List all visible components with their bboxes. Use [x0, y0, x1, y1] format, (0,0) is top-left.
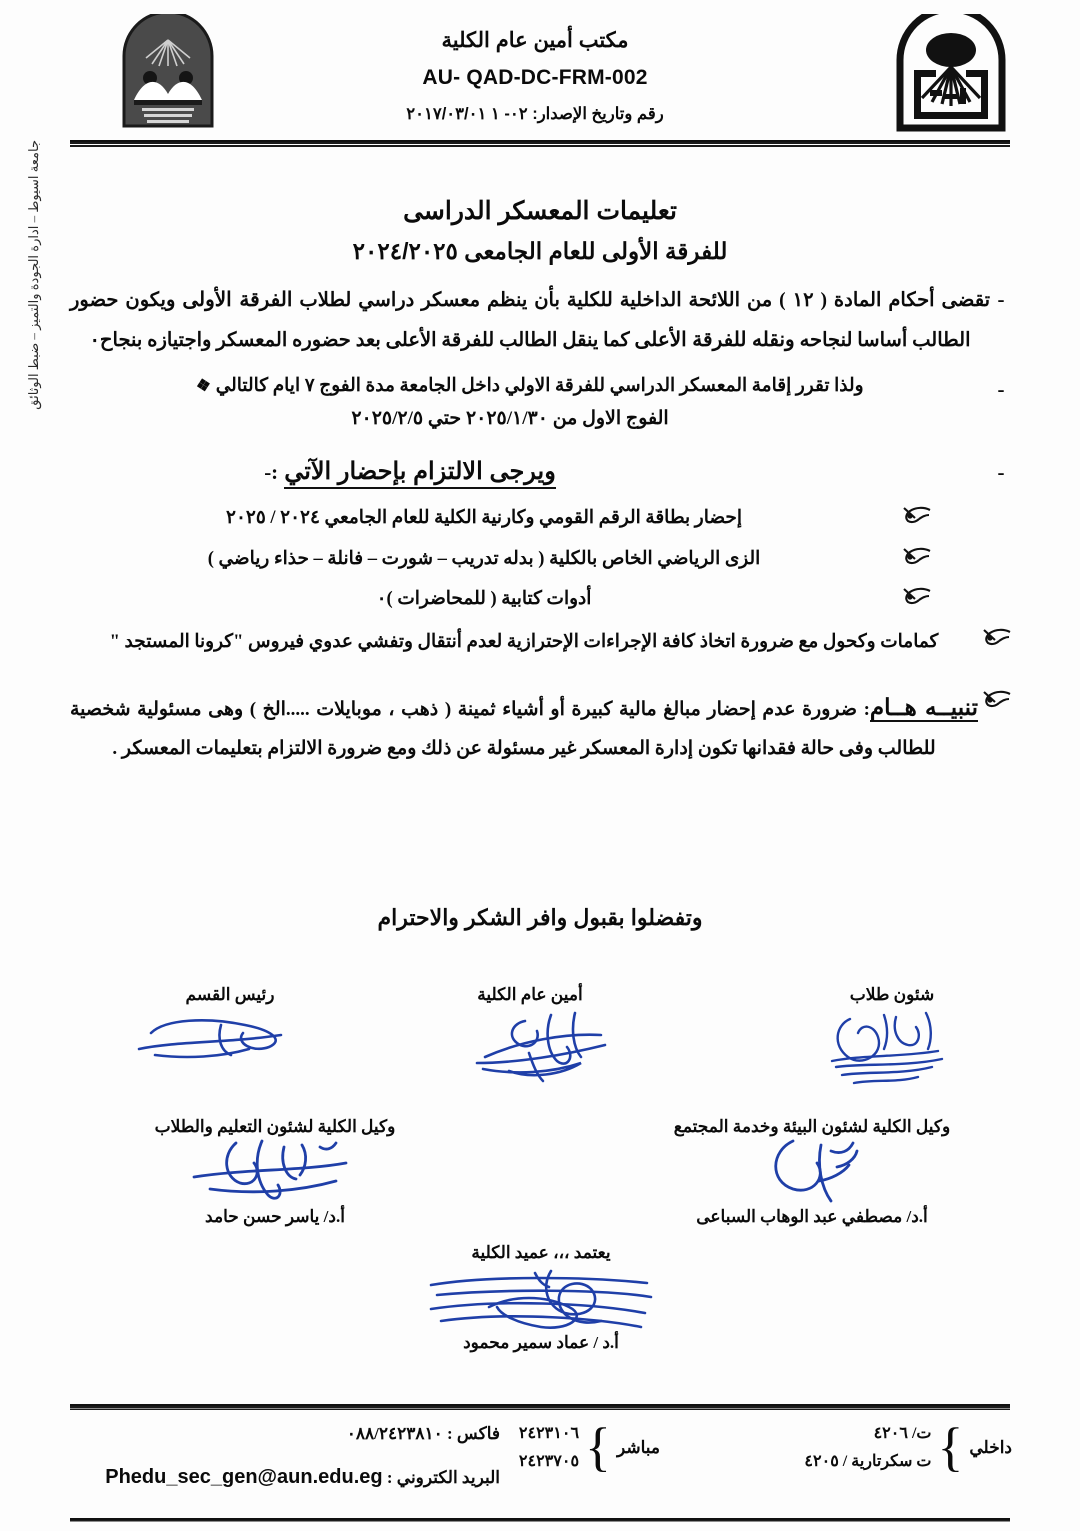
footer-divider-bottom: [70, 1518, 1010, 1522]
office-title: مكتب أمين عام الكلية: [441, 29, 629, 52]
document-footer: [70, 1418, 1012, 1514]
brace-icon: }: [585, 1417, 611, 1478]
signature-secretary-general: [410, 985, 650, 1075]
page-subtitle: للفرقة الأولى للعام الجامعى ٢٠٢٤/٢٠٢٥: [352, 238, 728, 264]
list-item: [70, 583, 1012, 615]
p1-part-c: ويكون حضور الطالب أساسا لنجاحه: [70, 290, 971, 351]
signature-name: أ.د / عماد سمير محمود: [463, 1333, 619, 1352]
p1-part-e: كما ينقل الطالب للفرقة الأعلى بعد حضوره المعسكر واجتيازه بنجاح٠: [89, 330, 635, 351]
handwritten-signature: [410, 1005, 650, 1075]
fax-row: [70, 1424, 500, 1444]
p1-part-a: تقضى أحكام المادة ( ١٢ ) من اللائحة الداخلية للكلية بأن ينظم معسكر دراسي لطلاب: [292, 290, 990, 311]
email-label: البريد الكتروني :: [386, 1468, 500, 1487]
requirements-colon: :-: [264, 459, 279, 484]
list-item-label: الزى الرياضي الخاص بالكلية ( بدله تدريب – شورت – فانلة – حذاء رياضي ): [207, 548, 761, 569]
important-warning: [70, 684, 1012, 768]
requirements-heading: ويرجى الالتزام بإحضار الآتي: [284, 458, 556, 489]
footer-contact: [70, 1424, 500, 1511]
document-body: [70, 280, 1012, 768]
signature-label: شئون طلاب: [849, 985, 935, 1004]
list-item-label: كمامات وكحول مع ضرورة اتخاذ كافة الإجراءات الإحترازية لعدم أنتقال وتفشي عدوي فيروس "كرونا المستجد ": [109, 631, 939, 652]
signature-vice-dean-environment: [612, 1117, 1012, 1227]
form-code: AU- QAD-DC-FRM-002: [422, 66, 648, 89]
p2-part-c: داخل الجامعة مدة الفوج ٧ ايام كالتالي: [215, 376, 505, 396]
handwritten-signature: [371, 1263, 711, 1333]
paragraph-2-text: [70, 370, 990, 437]
side-margin-note: جامعة اسيوط – ادارة الجودة والتميز – ضبط الوثائق: [26, 140, 41, 410]
signature-vice-dean-education: [80, 1117, 470, 1227]
signature-label: وكيل الكلية لشئون البيئة وخدمة المجتمع: [673, 1117, 951, 1136]
signature-dean: [371, 1243, 711, 1353]
fax-label: فاكس :: [447, 1424, 500, 1443]
signature-head-of-department: [110, 985, 350, 1075]
list-item-label: أدوات كتابية ( للمحاضرات )٠: [376, 589, 592, 610]
page-title: تعليمات المعسكر الدراسى: [403, 197, 677, 225]
closing-salutation: وتفضلوا بقبول وافر الشكر والاحترام: [377, 905, 703, 930]
paragraph-1: [70, 280, 1012, 360]
warning-title: تنبيــه هــام: [869, 693, 979, 720]
requirements-list: [70, 502, 1012, 659]
handwritten-signature: [612, 1137, 1012, 1207]
faculty-of-education-logo: [114, 14, 222, 132]
direct-number: ٢٤٢٣١٠٦: [518, 1425, 580, 1442]
pointing-hand-icon: [898, 506, 932, 524]
p2-part-a: ولذا تقرر إقامة المعسكر الدراسي: [605, 376, 864, 396]
paragraph-2-line-1: [70, 370, 990, 402]
document-header: [0, 14, 1080, 136]
p1-emphasis-promotion: ونقله للفرقة الأعلى: [634, 329, 795, 351]
direct-number: ٢٤٢٣٧٠٥: [518, 1453, 580, 1470]
paragraph-2-dates: الفوج الاول من ٢٠٢٥/١/٣٠ حتي ٢٠٢٥/٢/٥: [351, 408, 669, 430]
handwritten-signature: [80, 1137, 470, 1207]
footer-internal-numbers: [712, 1417, 1012, 1478]
signature-label: وكيل الكلية لشئون التعليم والطلاب: [154, 1117, 396, 1136]
signature-label: أمين عام الكلية: [477, 985, 583, 1004]
signature-label: يعتمد ،،، عميد الكلية: [471, 1243, 611, 1262]
signature-name: أ.د/ مصطفي عبد الوهاب السباعى: [696, 1207, 928, 1226]
list-dash-1: -: [997, 287, 1005, 311]
direct-number-list: [519, 1420, 579, 1476]
warning-colon: :: [863, 698, 870, 720]
list-item: [70, 502, 1012, 534]
list-item: [70, 543, 1012, 575]
signature-student-affairs: [772, 985, 1012, 1075]
pointing-hand-icon: [898, 547, 932, 565]
signature-label: رئيس القسم: [185, 985, 275, 1004]
pointing-hand-icon: [978, 628, 1012, 646]
list-dash-2: -: [997, 377, 1005, 401]
handwritten-signature: [772, 1005, 1012, 1075]
internal-label: داخلي: [969, 1438, 1012, 1457]
paragraph-2: [70, 370, 1012, 437]
email-row: [70, 1466, 500, 1489]
internal-number-list: [804, 1420, 931, 1476]
pointing-hand-icon: [978, 690, 1012, 708]
assiut-university-logo: [892, 14, 1010, 132]
flourish-mark-icon: ❖: [194, 374, 214, 397]
header-divider: [70, 140, 1010, 147]
list-item-label: إحضار بطاقة الرقم القومي وكارنية الكلية للعام الجامعي ٢٠٢٤ / ٢٠٢٥: [226, 508, 742, 529]
email-value[interactable]: Phedu_sec_gen@aun.edu.eg: [105, 1466, 383, 1488]
list-item: [70, 624, 1012, 660]
fax-value: ٠٨٨/٢٤٢٣٨١٠: [346, 1424, 443, 1443]
issue-number-date: رقم وتاريخ الإصدار: ٠٢- ١ ٢٠١٧/٠٣/٠١: [406, 105, 664, 123]
internal-number: ت سكرتارية / ٤٢٠٥: [804, 1453, 932, 1470]
internal-number: ت/ ٤٢٠٦: [873, 1425, 932, 1442]
footer-divider-top: [70, 1404, 1010, 1410]
requirements-heading-row: [70, 453, 1012, 493]
brace-icon: }: [937, 1417, 964, 1478]
p1-emphasis-first-year: الفرقة الأولى: [182, 289, 293, 311]
warning-text: ضرورة عدم إحضار مبالغ مالية كبيرة أو أشياء ثمينة ( ذهب ، موبايلات .....الخ ) وهى مسئولية شخصية للطالب وفى حالة فقدانها تكون إدارة المعسكر غير مسئولة عن ذلك ومع ضرورة الالتزام بتعليمات المعسكر .: [70, 698, 936, 759]
pointing-hand-icon: [898, 587, 932, 605]
paragraph-1-text: [70, 280, 990, 360]
signature-name: أ.د/ ياسر حسن حامد: [205, 1207, 345, 1226]
warning-body: [70, 684, 978, 768]
list-dash-3: -: [997, 459, 1005, 484]
signatures-area: [70, 985, 1012, 1365]
header-titles: [240, 28, 830, 124]
direct-label: مباشر: [616, 1438, 660, 1457]
p2-emphasis-first-year: للفرقة الاولي: [504, 376, 606, 396]
handwritten-signature: [110, 1005, 350, 1075]
